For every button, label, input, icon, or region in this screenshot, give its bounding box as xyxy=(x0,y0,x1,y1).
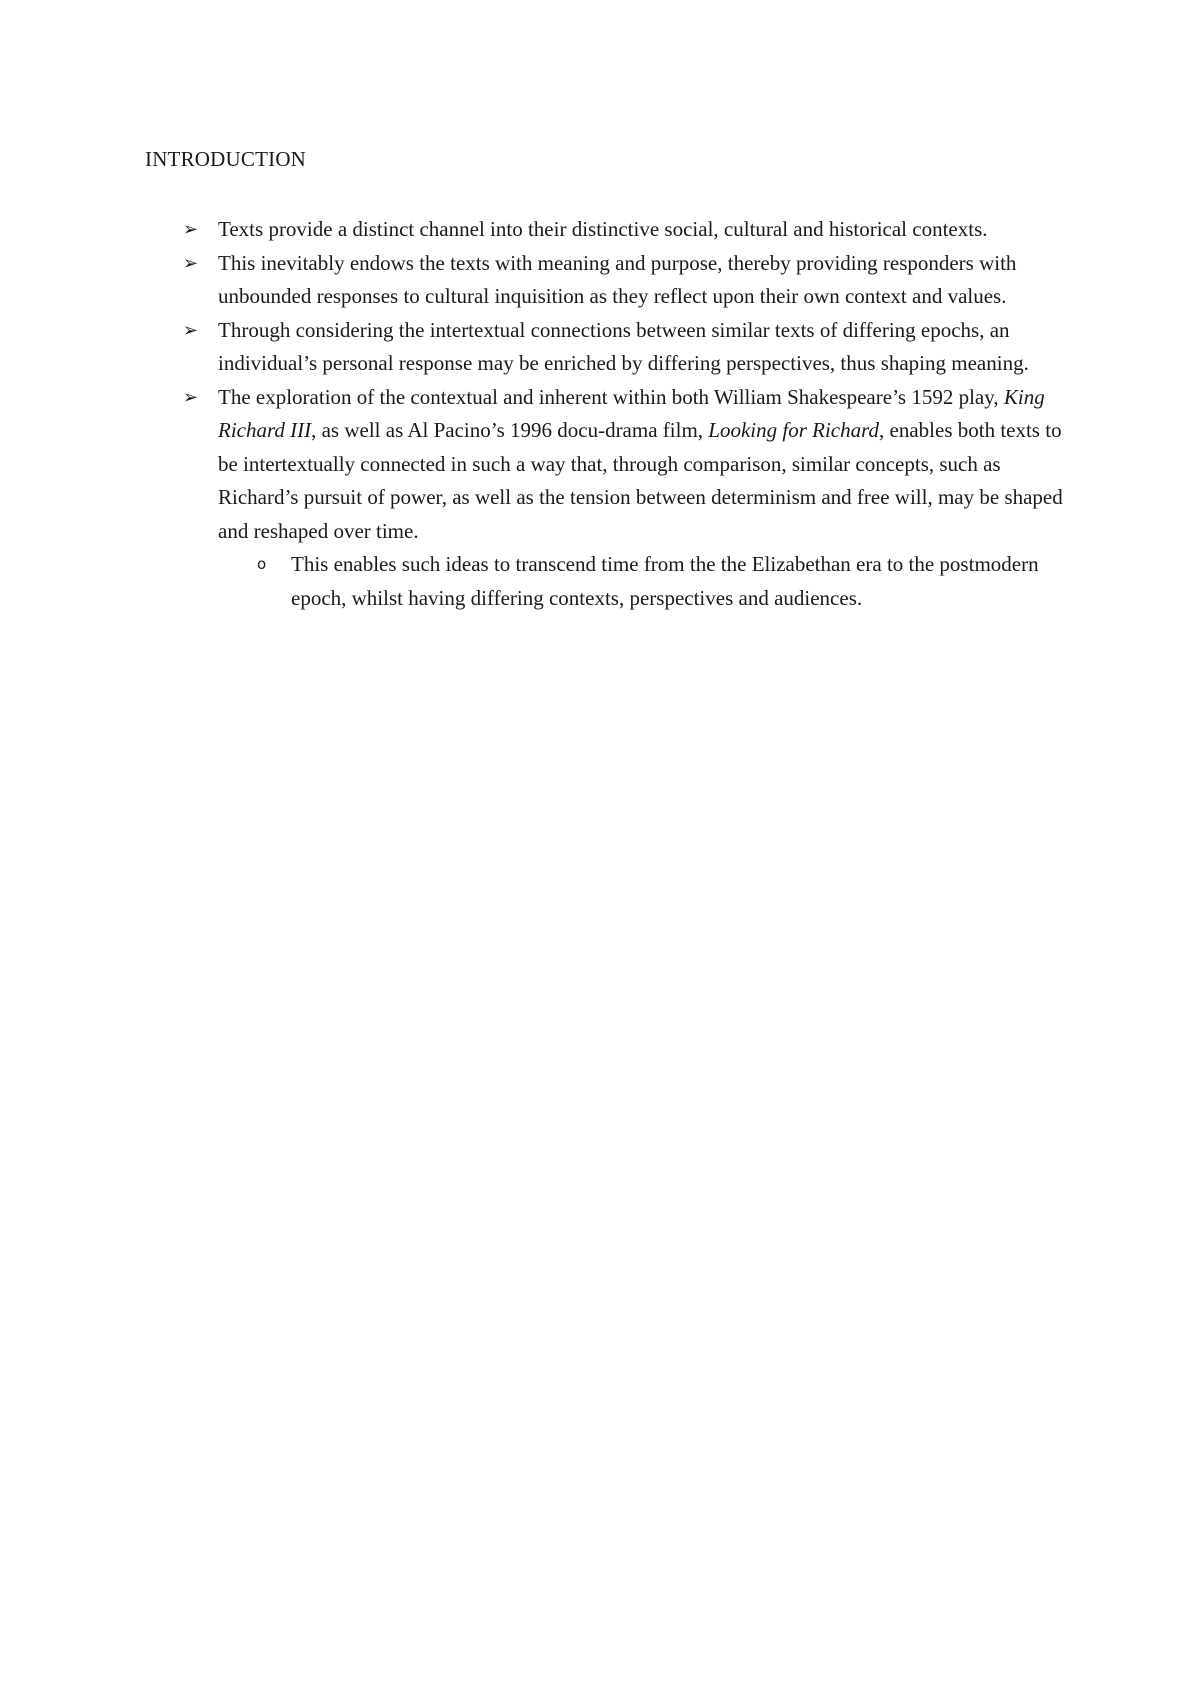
circle-bullet-icon: o xyxy=(257,555,267,573)
list-item xyxy=(0,381,1063,616)
arrow-bullet-icon: ➢ xyxy=(183,252,199,274)
list-item xyxy=(0,247,1063,314)
arrow-bullet-icon: ➢ xyxy=(183,386,199,408)
arrow-bullet-icon: ➢ xyxy=(183,219,199,240)
page-heading: INTRODUCTION xyxy=(145,147,307,171)
bullet-text-part: , as well as Al Pacino’s 1996 docu-drama film, xyxy=(311,418,709,442)
sub-bullet-list xyxy=(218,548,1063,615)
bullet-text xyxy=(218,385,1063,543)
sub-bullet-text: This enables such ideas to transcend time from the the Elizabethan era to the postmodern epoch, whilst having differing contexts, perspectives and audiences. xyxy=(291,552,1039,610)
list-item xyxy=(0,213,1063,247)
film-title: Looking for Richard xyxy=(708,418,880,442)
bullet-text: Texts provide a distinct channel into their distinctive social, cultural and historical contexts. xyxy=(218,217,988,241)
play-title: King Richard III xyxy=(218,384,1045,442)
bullet-text: Through considering the intertextual connections between similar texts of differing epochs, an individual’s personal response may be enriched by differing perspectives, thus shaping meaning. xyxy=(218,317,1029,375)
bullet-text-part: The exploration of the contextual and inherent within both William Shakespeare’s 1592 play, xyxy=(218,384,1004,409)
bullet-text-part: , enables both texts to be intertextually connected in such a way that, through comparison, similar concepts, such as Richard’s pursuit of power, as well as the tension between determinism and free will, may be shaped and reshaped over time. xyxy=(218,418,1063,543)
arrow-bullet-icon: ➢ xyxy=(183,319,199,341)
bullet-text: This inevitably endows the texts with meaning and purpose, thereby providing responders with unbounded responses to cultural inquisition as they reflect upon their own context and values. xyxy=(218,250,1017,308)
sub-list-item xyxy=(257,548,1051,615)
list-item xyxy=(0,314,1063,381)
bullet-list xyxy=(0,213,1200,615)
